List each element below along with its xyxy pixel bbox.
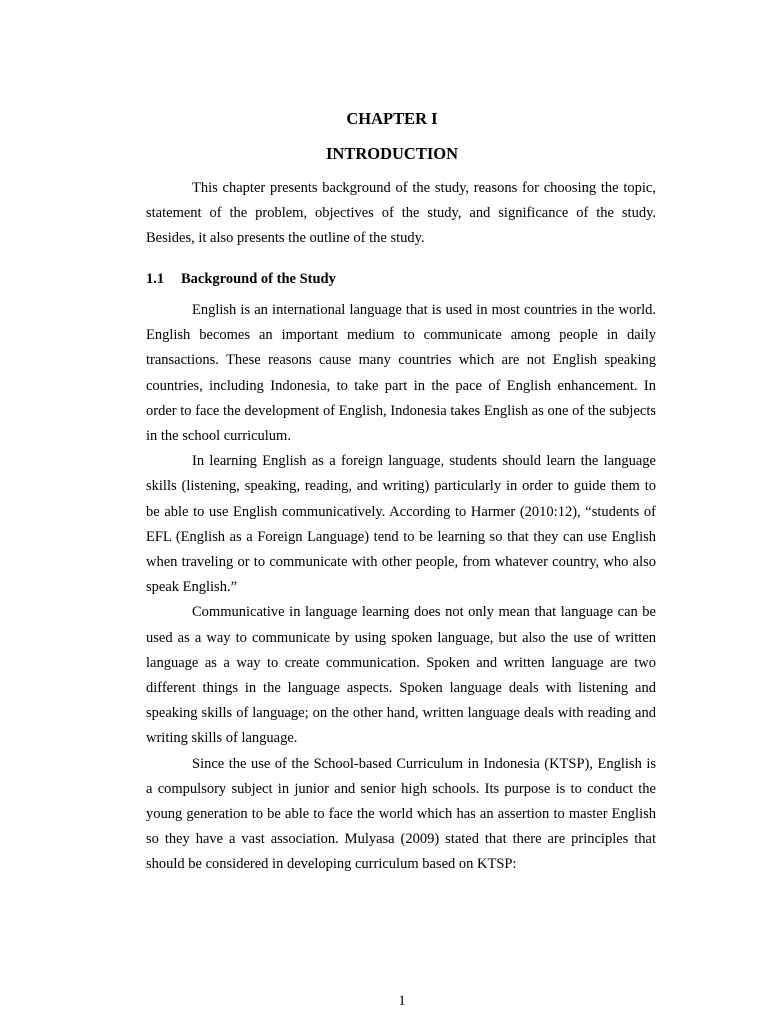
intro-section: [146, 176, 656, 252]
body-paragraph-3: Communicative in language learning does not only mean that language can be used as a way to communicate by using spoken language, but also the use of written language as a way to create communication. Spoken and written language are two different things in the language aspects. Spoken language deals with listening and speaking skills of language; on the other hand, written language deals with reading and writing skills of language.: [146, 604, 656, 747]
page-number: 1: [398, 993, 406, 1009]
section-title: Background of the Study: [181, 271, 336, 287]
body-paragraph-4: Since the use of the School-based Curriculum in Indonesia (KTSP), English is a compulsory subject in junior and senior high schools. Its purpose is to conduct the young generation to be able to face the world which has an assertion to master English so they have a vast association. Mulyasa (2009) stated that there are principles that should be considered in developing curriculum based on KTSP:: [146, 755, 656, 873]
section-number: 1.1: [146, 271, 165, 287]
section-heading: [146, 269, 656, 289]
chapter-title: INTRODUCTION: [325, 144, 459, 163]
background-section: [146, 298, 656, 878]
intro-paragraph: This chapter presents background of the study, reasons for choosing the topic, statement of the problem, objectives of the study, and significance of the study. Besides, it also presents the outline of the study.: [146, 180, 656, 247]
chapter-number: CHAPTER I: [346, 109, 438, 128]
body-paragraph-2: In learning English as a foreign language, students should learn the language skills (listening, speaking, reading, and writing) particularly in order to guide them to be able to use English communicatively. According to Harmer (2010:12), “students of EFL (English as a Foreign Language) tend to be learning so that they can use English when traveling or to communicate with other people, from whatever country, who also speak English.”: [146, 453, 656, 596]
body-paragraph-1: English is an international language that is used in most countries in the world. English becomes an important medium to communicate among people in daily transactions. These reasons cause many countries which are not English speaking countries, including Indonesia, to take part in the pace of English enhancement. In order to face the development of English, Indonesia takes English as one of the subjects in the school curriculum.: [146, 302, 656, 445]
